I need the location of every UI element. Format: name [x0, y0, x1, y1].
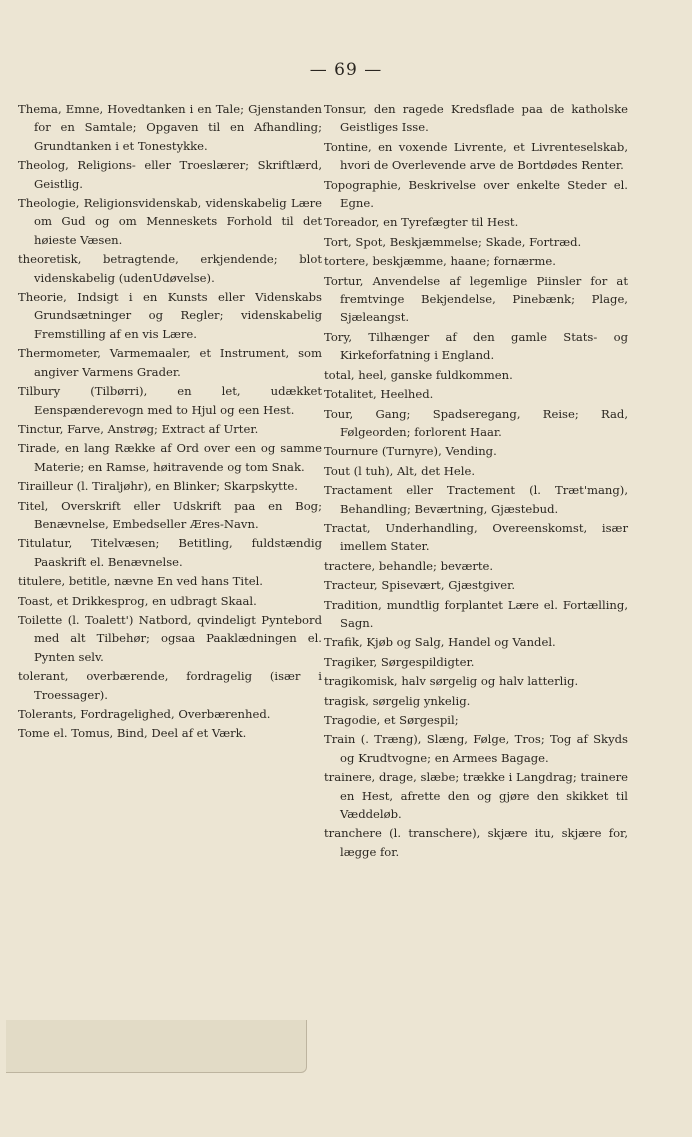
dictionary-entry [324, 405, 628, 442]
entry-definition: Gang; Spadseregang, Reise; Rad, Følgeorden; forlorent Haar. [340, 406, 629, 439]
dictionary-entry [324, 576, 628, 594]
entry-headword: trainere, [324, 770, 376, 785]
dictionary-entry [324, 481, 628, 518]
dictionary-entry [324, 138, 628, 175]
dictionary-entry [324, 653, 628, 671]
entry-headword: Tirade, [18, 441, 60, 456]
entry-definition: Bind, Deel af et Værk. [116, 726, 247, 741]
entry-definition: eller Tractement (l. Træt'mang), Behandling; Beværtning, Gjæstebud. [340, 483, 629, 516]
entry-definition: Underhandling, Overeenskomst, især imellem Stater. [340, 520, 629, 554]
dictionary-entry [324, 176, 628, 213]
entry-definition: Overskrift eller Udskrift paa en Bog; Benævnelse, Embedseller Æres-Navn. [34, 498, 322, 531]
entry-definition: Sørgespildigter. [380, 654, 475, 669]
entry-definition: betitle, nævne En ved hans Titel. [68, 574, 263, 589]
entry-headword: Tontine, [324, 139, 372, 154]
page-number: — 69 — [309, 60, 383, 80]
entry-definition: en lang Række af Ord over een og samme Materie; en Ramse, høitravende og tom Snak. [34, 441, 322, 474]
left-column [18, 100, 322, 744]
entry-headword: Tractament [324, 483, 393, 498]
dictionary-entry [324, 692, 628, 710]
entry-definition: betragtende, erkjendende; blot videnskabelig (udenUdøvelse). [34, 252, 323, 285]
dictionary-entry [18, 705, 322, 723]
dictionary-entry [18, 288, 322, 343]
entry-definition: Titelvæsen; Betitling, fuldstændig Paaskrift el. Benævnelse. [34, 536, 322, 569]
entry-headword: Totalitet, [324, 387, 377, 402]
entry-headword: Topographie, [324, 177, 402, 192]
entry-headword: Tolerants, [18, 707, 77, 721]
dictionary-entry [324, 366, 628, 384]
entry-headword: Theologie, [18, 196, 80, 211]
dictionary-entry [324, 385, 628, 403]
dictionary-entry [324, 557, 628, 575]
entry-headword: Tory, [324, 329, 353, 344]
entry-headword: Toreador, [324, 215, 380, 230]
entry-definition: et Sørgespil; [383, 713, 459, 727]
entry-headword: theoretisk, [18, 252, 82, 267]
entry-headword: Tome el. Tomus, [18, 726, 114, 741]
entry-definition: en Tyrefægter til Hest. [383, 215, 519, 230]
page-stain [6, 1020, 307, 1073]
entry-definition: overbærende, fordragelig (især i Troessager). [34, 669, 322, 702]
dictionary-entry [324, 730, 628, 767]
entry-headword: Toast, [18, 593, 54, 608]
dictionary-entry [324, 328, 628, 365]
dictionary-entry [18, 572, 322, 590]
dictionary-entry [18, 344, 322, 381]
entry-headword: tolerant, [18, 669, 69, 684]
entry-definition: heel, ganske fuldkommen. [358, 367, 513, 382]
dictionary-entry [324, 442, 628, 460]
entry-headword: Train [324, 732, 356, 747]
entry-definition: Emne, Hovedtanken i en Tale; Gjenstanden for en Samtale; Opgaven til en Afhandling; Grundtanken i et Tonestykke. [34, 102, 323, 153]
entry-headword: Tragodie, [324, 713, 381, 727]
dictionary-entry [324, 768, 628, 823]
entry-headword: Toilette [18, 612, 63, 627]
entry-definition: (l. Tiraljøhr), en Blinker; Skarpskytte. [76, 479, 298, 494]
entry-definition: (Turnyre), Vending. [381, 444, 497, 459]
entry-definition: (l. Toalett') Natbord, qvindeligt Pyntebord med alt Tilbehør; ogsaa Paaklædningen el. Pynten selv. [34, 612, 323, 664]
entry-headword: Tirailleur [18, 479, 73, 494]
dictionary-entry [18, 497, 322, 534]
dictionary-entry [18, 420, 322, 438]
dictionary-entry [18, 439, 322, 476]
entry-headword: Titel, [18, 498, 49, 513]
entry-definition: Beskrivelse over enkelte Steder el. Egne. [340, 177, 628, 211]
dictionary-entry [18, 667, 322, 704]
dictionary-entry [324, 519, 628, 556]
dictionary-entry [18, 100, 322, 155]
entry-definition: Anvendelse af legemlige Piinsler for at fremtvinge Bekjendelse, Pinebænk; Plage, Sjæleangst. [340, 273, 629, 325]
entry-headword: Thermometer, [18, 346, 101, 361]
dictionary-entry [18, 250, 322, 287]
entry-definition: behandle; beværte. [378, 558, 494, 573]
dictionary-entry [324, 596, 628, 633]
entry-headword: Tour, [324, 406, 354, 421]
entry-definition: beskjæmme, haane; fornærme. [372, 254, 556, 269]
entry-headword: Tracteur, [324, 578, 378, 593]
dictionary-entry [18, 477, 322, 495]
entry-definition: Kjøb og Salg, Handel og Vandel. [366, 635, 556, 650]
entry-headword: Thema, [18, 102, 62, 116]
entry-headword: tranchere [324, 826, 382, 841]
dictionary-entry [18, 194, 322, 249]
entry-headword: Tournure [324, 444, 379, 459]
entry-definition: Heelhed. [380, 387, 434, 402]
entry-headword: total, [324, 367, 355, 382]
entry-definition: (Tilbørri), en let, udækket Eenspænderevogn med to Hjul og een Hest. [34, 384, 322, 417]
entry-definition: mundtlig forplantet Lære el. Fortælling, Sagn. [340, 597, 629, 630]
entry-headword: Tilbury [18, 384, 61, 399]
entry-definition: et Drikkesprog, en udbragt Skaal. [56, 593, 257, 608]
entry-headword: Tout [324, 463, 350, 478]
dictionary-entry [18, 611, 322, 666]
entry-headword: Theorie, [18, 290, 67, 305]
entry-headword: Titulatur, [18, 536, 73, 551]
entry-definition: Varmemaaler, et Instrument, som angiver Varmens Grader. [34, 346, 322, 379]
entry-definition: (l tuh), Alt, det Hele. [353, 463, 476, 478]
entry-headword: tractere, [324, 558, 376, 573]
entry-definition: sørgelig ynkelig. [372, 693, 471, 708]
dictionary-entry [324, 672, 628, 690]
entry-definition: Fordragelighed, Overbærenhed. [80, 707, 271, 721]
dictionary-entry [324, 711, 628, 729]
entry-headword: Tractat, [324, 520, 371, 535]
entry-headword: Tort, [324, 234, 352, 249]
dictionary-entry [18, 382, 322, 419]
entry-definition: halv sørgelig og halv latterlig. [401, 674, 579, 689]
entry-definition: Tilhænger af den gamle Stats- og Kirkeforfatning i England. [340, 329, 628, 363]
entry-headword: Tortur, [324, 273, 364, 288]
entry-definition: Farve, Anstrøg; Extract af Urter. [67, 421, 259, 436]
entry-headword: Tinctur, [18, 421, 64, 436]
dictionary-entry [324, 462, 628, 480]
entry-headword: tragisk, [324, 693, 369, 708]
entry-headword: tragikomisk, [324, 674, 398, 689]
entry-definition: Indsigt i en Kunsts eller Videnskabs Grundsætninger og Regler; videnskabelig Fremstilling af en vis Lære. [34, 290, 323, 341]
dictionary-entry [324, 213, 628, 231]
dictionary-entry [324, 233, 628, 251]
entry-definition: Religions- eller Troeslærer; Skriftlærd, Geistlig. [34, 158, 323, 191]
dictionary-entry [324, 100, 628, 137]
entry-headword: Tradition, [324, 597, 382, 612]
entry-headword: Trafik, [324, 635, 363, 650]
dictionary-entry [18, 534, 322, 571]
dictionary-entry [324, 824, 628, 861]
entry-headword: Tonsur, [324, 102, 367, 116]
dictionary-entry [18, 592, 322, 610]
entry-definition: den ragede Kredsflade paa de katholske Geistliges Isse. [340, 102, 628, 135]
entry-definition: drage, slæbe; trække i Langdrag; trainere en Hest, afrette den og gjøre den skikket til Væddeløb. [340, 770, 628, 822]
entry-headword: Theolog, [18, 158, 69, 173]
entry-definition: en voxende Livrente, et Livrenteselskab, hvori de Overlevende arve de Bortdødes Renter. [340, 139, 628, 173]
entry-definition: Religionsvidenskab, videnskabelig Lære om Gud og om Menneskets Forhold til det høieste Væsen. [34, 196, 323, 247]
entry-headword: Tragiker, [324, 654, 378, 669]
entry-headword: tortere, [324, 254, 369, 269]
dictionary-entry [324, 633, 628, 651]
right-column [324, 100, 628, 862]
entry-headword: titulere, [18, 574, 66, 589]
entry-definition: Spot, Beskjæmmelse; Skade, Fortræd. [355, 234, 582, 249]
dictionary-entry [324, 252, 628, 270]
entry-definition: (l. transchere), skjære itu, skjære for, lægge for. [340, 826, 629, 859]
entry-definition: Spisevært, Gjæstgiver. [381, 578, 516, 593]
dictionary-entry [18, 156, 322, 193]
dictionary-entry [324, 272, 628, 327]
entry-definition: (. Træng), Slæng, Følge, Tros; Tog af Skyds og Krudtvogne; en Armees Bagage. [340, 732, 629, 765]
dictionary-entry [18, 724, 322, 742]
